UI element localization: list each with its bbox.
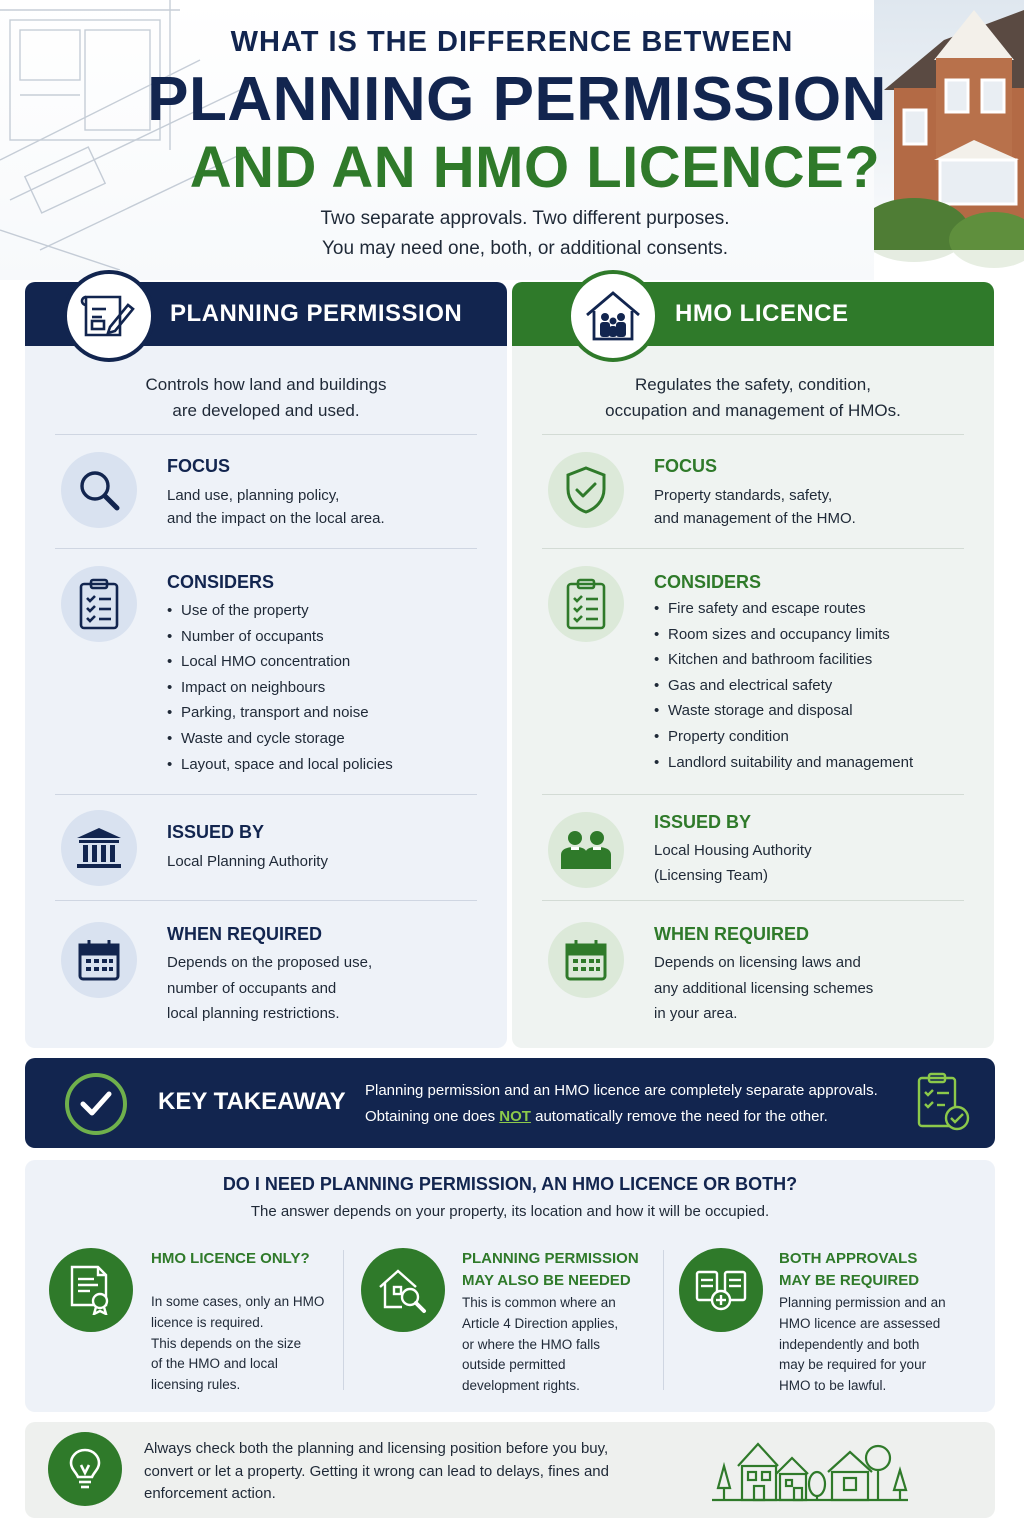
divider bbox=[55, 794, 477, 795]
key-takeaway-title: KEY TAKEAWAY bbox=[158, 1088, 346, 1115]
header bbox=[0, 0, 1024, 280]
planning-desc-line2: are developed and used. bbox=[172, 401, 360, 420]
key-takeaway-line2-start: Obtaining one does bbox=[365, 1108, 500, 1125]
footer-line2: convert or let a property. Getting it wrong can lead to delays, fines and bbox=[144, 1462, 609, 1480]
text-line: This depends on the size bbox=[151, 1335, 302, 1351]
check-circle-icon bbox=[65, 1073, 127, 1135]
text-line: licence is required. bbox=[151, 1314, 264, 1330]
planning-focus-text bbox=[167, 484, 487, 530]
shield-check-icon bbox=[548, 452, 624, 528]
house-search-icon bbox=[361, 1248, 445, 1332]
clipboard-checklist-icon bbox=[548, 566, 624, 642]
hmo-when-required-title: WHEN REQUIRED bbox=[654, 924, 810, 944]
hmo-description bbox=[532, 372, 974, 424]
planning-considers-list bbox=[167, 598, 393, 777]
key-takeaway-text bbox=[365, 1078, 925, 1130]
key-takeaway-line2 bbox=[365, 1104, 925, 1130]
list-item: • Impact on neighbours bbox=[167, 675, 393, 701]
footer-line1: Always check both the planning and licensing position before you buy, bbox=[144, 1440, 609, 1457]
text-line: licensing rules. bbox=[151, 1377, 241, 1393]
blueprint-pencil-icon bbox=[63, 270, 155, 362]
option-both-title bbox=[779, 1248, 919, 1292]
list-item: • Fire safety and escape routes bbox=[654, 596, 913, 622]
magnifier-icon bbox=[61, 452, 137, 528]
hmo-licence-title: HMO LICENCE bbox=[675, 300, 849, 327]
planning-permission-column bbox=[25, 282, 507, 1048]
header-subtitle-line1: Two separate approvals. Two different purposes. bbox=[320, 208, 730, 229]
hmo-desc-line2: occupation and management of HMOs. bbox=[605, 401, 901, 420]
document-check-icon bbox=[913, 1072, 973, 1134]
key-takeaway-line1: Planning permission and an HMO licence are completely separate approvals. bbox=[365, 1082, 878, 1099]
option-both-text bbox=[779, 1293, 946, 1397]
divider bbox=[542, 548, 964, 549]
planning-focus-title: FOCUS bbox=[167, 456, 230, 476]
house-people-icon bbox=[567, 270, 659, 362]
header-subtitle-line2: You may need one, both, or additional consents. bbox=[322, 238, 728, 259]
list-item: • Waste storage and disposal bbox=[654, 698, 913, 724]
header-title-line1: PLANNING PERMISSION bbox=[147, 65, 887, 134]
text-line: or where the HMO falls bbox=[462, 1336, 601, 1352]
hmo-desc-line1: Regulates the safety, condition, bbox=[635, 375, 871, 394]
divider bbox=[55, 548, 477, 549]
do-i-need-subtitle: The answer depends on your property, its location and how it will be occupied. bbox=[250, 1203, 770, 1220]
list-item: • Room sizes and occupancy limits bbox=[654, 622, 913, 648]
option-planning-title bbox=[462, 1248, 639, 1292]
hmo-focus-line2: and management of the HMO. bbox=[654, 510, 856, 527]
header-title-line2: AND AN HMO LICENCE? bbox=[189, 135, 881, 200]
text-line: Article 4 Direction applies, bbox=[462, 1315, 619, 1331]
footer-line3: enforcement action. bbox=[144, 1485, 276, 1502]
option-hmo-only-title-line1: HMO LICENCE ONLY? bbox=[151, 1250, 310, 1267]
planning-permission-title: PLANNING PERMISSION bbox=[170, 300, 463, 327]
divider bbox=[663, 1250, 664, 1390]
planning-when-required-text bbox=[167, 950, 487, 1027]
text-line: In some cases, only an HMO bbox=[151, 1294, 325, 1309]
key-takeaway-emphasis: NOT bbox=[499, 1108, 531, 1125]
text-line: independently and both bbox=[779, 1336, 920, 1352]
option-hmo-only-title bbox=[151, 1248, 310, 1270]
hmo-issued-by-title: ISSUED BY bbox=[654, 812, 752, 832]
hmo-considers-list bbox=[654, 596, 913, 775]
houses-trees-icon bbox=[710, 1436, 910, 1504]
hmo-when-line2: any additional licensing schemes bbox=[654, 979, 874, 997]
do-i-need-section bbox=[25, 1160, 995, 1412]
planning-focus-line1: Land use, planning policy, bbox=[167, 487, 340, 504]
option-hmo-only-text bbox=[151, 1292, 324, 1396]
footer-advice bbox=[25, 1422, 995, 1518]
planning-focus-line2: and the impact on the local area. bbox=[167, 510, 385, 527]
divider bbox=[542, 900, 964, 901]
divider bbox=[55, 434, 477, 435]
header-kicker: WHAT IS THE DIFFERENCE BETWEEN bbox=[230, 26, 794, 58]
list-item: • Parking, transport and noise bbox=[167, 700, 393, 726]
text-line: HMO to be lawful. bbox=[779, 1378, 887, 1394]
planning-desc-line1: Controls how land and buildings bbox=[145, 375, 387, 394]
calendar-icon bbox=[548, 922, 624, 998]
planning-issued-by-text: Local Planning Authority bbox=[167, 853, 328, 870]
list-item: • Landlord suitability and management bbox=[654, 750, 913, 776]
key-takeaway-line2-end: automatically remove the need for the other. bbox=[530, 1108, 828, 1125]
hmo-when-required-text bbox=[654, 950, 974, 1027]
two-people-icon bbox=[548, 812, 624, 888]
two-documents-plus-icon bbox=[679, 1248, 763, 1332]
list-item: • Property condition bbox=[654, 724, 913, 750]
option-planning-text bbox=[462, 1293, 618, 1397]
planning-when-required-title: WHEN REQUIRED bbox=[167, 924, 323, 944]
lightbulb-icon bbox=[48, 1432, 122, 1506]
planning-when-line3: local planning restrictions. bbox=[167, 1005, 340, 1023]
option-planning-title-line1: PLANNING PERMISSION bbox=[462, 1250, 639, 1267]
list-item: • Waste and cycle storage bbox=[167, 726, 393, 752]
hmo-issued-line2: (Licensing Team) bbox=[654, 867, 768, 884]
text-line: This is common where an bbox=[462, 1295, 616, 1310]
hmo-licence-column bbox=[512, 282, 994, 1048]
hmo-focus-title: FOCUS bbox=[654, 456, 717, 476]
hmo-considers-title: CONSIDERS bbox=[654, 572, 762, 592]
list-item: • Gas and electrical safety bbox=[654, 673, 913, 699]
hmo-issued-line1: Local Housing Authority bbox=[654, 842, 812, 859]
divider bbox=[343, 1250, 344, 1390]
key-takeaway-banner bbox=[25, 1058, 995, 1148]
header-subtitle bbox=[0, 204, 1024, 264]
option-both-title-line1: BOTH APPROVALS bbox=[779, 1250, 918, 1267]
do-i-need-title: DO I NEED PLANNING PERMISSION, AN HMO LICENCE OR BOTH? bbox=[222, 1174, 798, 1194]
divider bbox=[55, 900, 477, 901]
divider bbox=[542, 794, 964, 795]
option-planning-title-line2: MAY ALSO BE NEEDED bbox=[462, 1272, 631, 1289]
footer-text bbox=[144, 1438, 674, 1506]
clipboard-checklist-icon bbox=[61, 566, 137, 642]
text-line: outside permitted bbox=[462, 1357, 566, 1373]
hmo-focus-text bbox=[654, 484, 974, 530]
certificate-document-icon bbox=[49, 1248, 133, 1332]
text-line: of the HMO and local bbox=[151, 1356, 278, 1372]
hmo-focus-line1: Property standards, safety, bbox=[654, 487, 833, 504]
text-line: may be required for your bbox=[779, 1357, 927, 1373]
list-item: • Use of the property bbox=[167, 598, 393, 624]
planning-considers-title: CONSIDERS bbox=[167, 572, 275, 592]
list-item: • Kitchen and bathroom facilities bbox=[654, 647, 913, 673]
calendar-icon bbox=[61, 922, 137, 998]
list-item: • Layout, space and local policies bbox=[167, 752, 393, 778]
divider bbox=[542, 434, 964, 435]
text-line: Planning permission and an bbox=[779, 1295, 946, 1310]
planning-when-line2: number of occupants and bbox=[167, 979, 337, 997]
list-item: • Local HMO concentration bbox=[167, 649, 393, 675]
planning-when-line1: Depends on the proposed use, bbox=[167, 954, 373, 971]
list-item: • Number of occupants bbox=[167, 624, 393, 650]
text-line: HMO licence are assessed bbox=[779, 1315, 941, 1331]
planning-description bbox=[45, 372, 487, 424]
government-building-icon bbox=[61, 810, 137, 886]
hmo-when-line3: in your area. bbox=[654, 1005, 738, 1023]
text-line: development rights. bbox=[462, 1378, 580, 1394]
option-both-title-line2: MAY BE REQUIRED bbox=[779, 1272, 920, 1289]
planning-issued-by-title: ISSUED BY bbox=[167, 822, 265, 842]
hmo-when-line1: Depends on licensing laws and bbox=[654, 954, 861, 971]
hmo-issued-by-text bbox=[654, 838, 974, 888]
